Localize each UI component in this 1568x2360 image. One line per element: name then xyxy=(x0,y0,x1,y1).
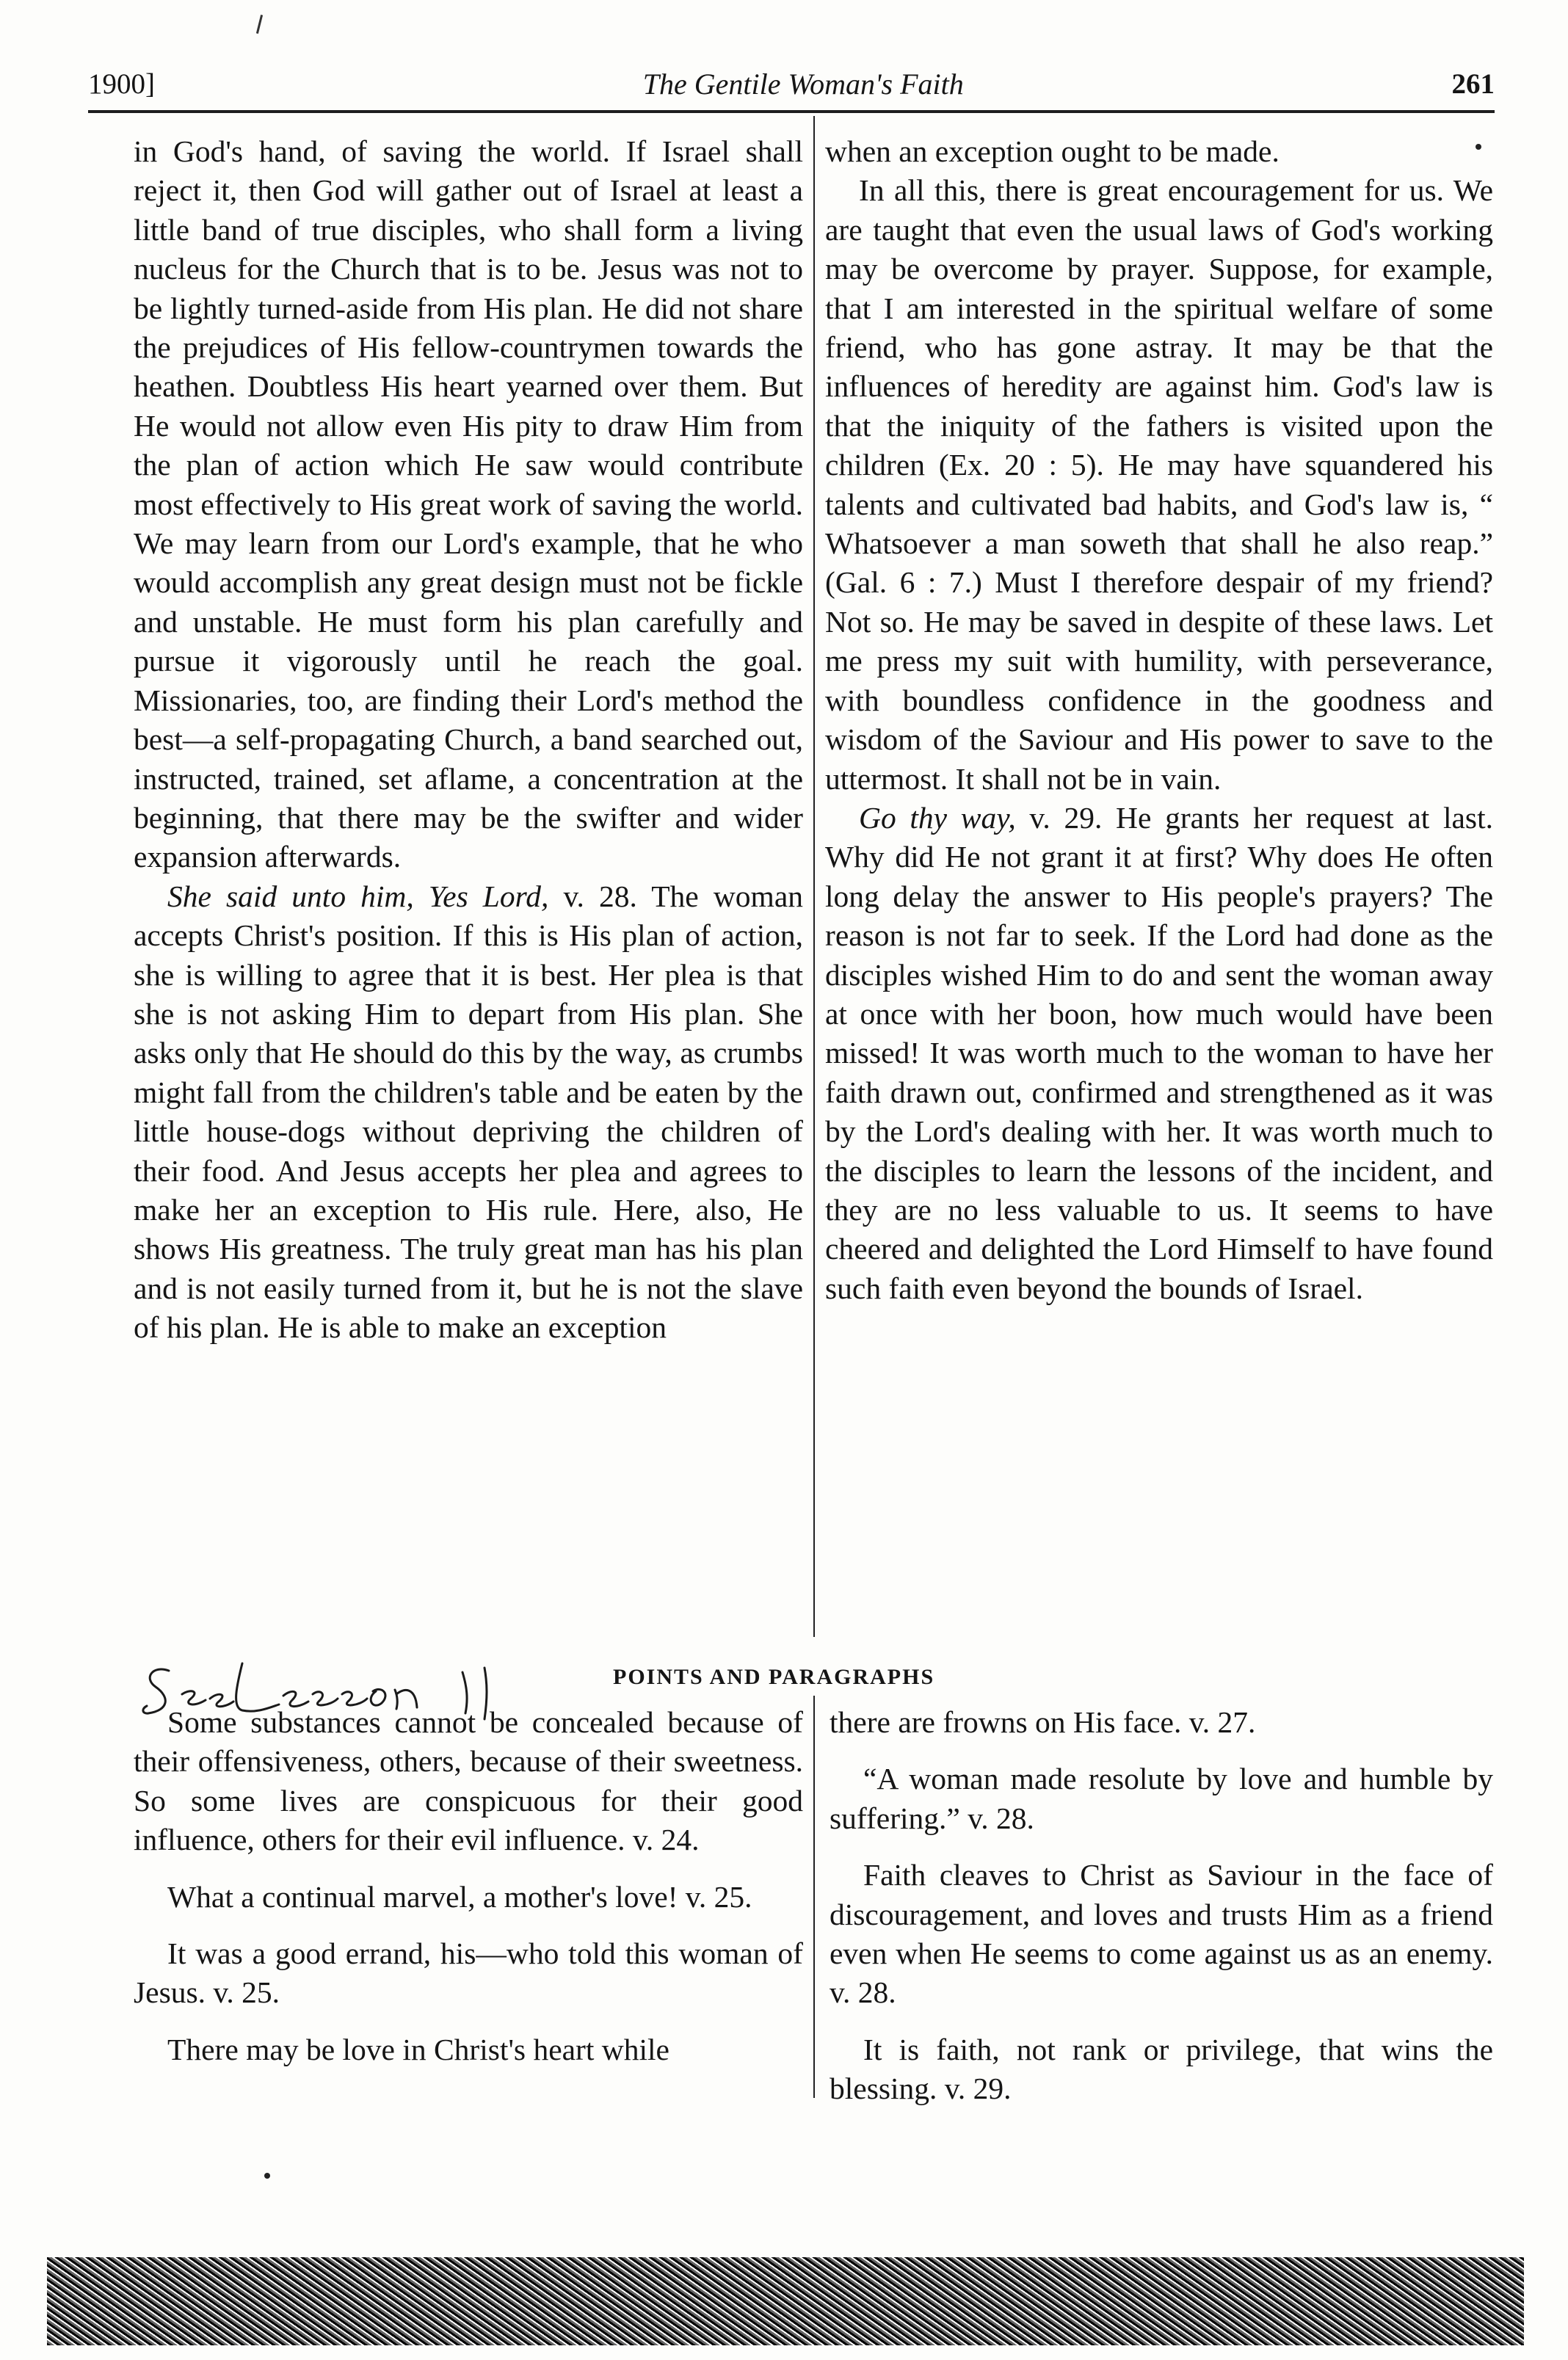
point-paragraph: “A woman made resolute by love and humble by suffering.” v. 28. xyxy=(830,1762,1493,1835)
italic-lead-in: Go thy way, xyxy=(859,800,1016,835)
left-paragraph-1: in God's hand, of saving the world. If Israel shall reject it, then God will gather out of Israel at least a little band of true disciples, who shall form a living nucleus for the Church that is to be. Jesus was not to be lightly turned-aside from His plan. He did not share the prejudices of His fellow-countrymen towards the heathen. Doubtless His heart yearned over them. But He would not allow even His pity to draw Him from the plan of action which He saw would contribute most effectively to His great work of saving the world. We may learn from our Lord's example, that he who would accomplish any great design must not be fickle and unstable. He must form his plan carefully and pursue it vigorously until he reach the goal. Missionaries, too, are finding their Lord's method the best—a self-propagating Church, a band searched out, instructed, trained, set aflame, a concentration at the beginning, that there may be the swifter and wider expansion afterwards. xyxy=(134,134,803,874)
stray-ink-dot xyxy=(1476,144,1481,150)
right-paragraph-3: Go thy way, v. 29. He grants her request at last. Why did He not grant it at first? Why does He often long delay the answer to His people's prayers? The reason is not far to seek. If the Lord had done as the disciples wished Him to do and sent the woman away at once with her boon, how much would have been missed! It was worth much to the woman to have her faith drawn out, confirmed and strengthened as it was by the Lord's dealing with her. It was worth much to the disciples to learn the lessons of the incident, and they are no less valuable to us. It seems to have cheered and delighted the Lord Himself to have found such faith even beyond the bounds of Israel. xyxy=(825,800,1493,1305)
running-header xyxy=(88,57,1495,110)
column-divider-top xyxy=(813,116,815,1637)
left-column xyxy=(134,132,803,1348)
section-heading: POINTS AND PARAGRAPHS xyxy=(613,1665,935,1689)
right-paragraph-1: when an exception ought to be made. xyxy=(825,134,1280,168)
header-title: The Gentile Woman's Faith xyxy=(642,67,964,101)
points-right-column xyxy=(830,1703,1493,2127)
point-paragraph: There may be love in Christ's heart while xyxy=(167,2032,669,2066)
header-rule xyxy=(88,110,1495,113)
point-paragraph: What a continual marvel, a mother's love! v. 25. xyxy=(167,1879,752,1914)
scan-edge-noise xyxy=(47,2257,1524,2345)
page-number: 261 xyxy=(1451,68,1495,100)
point-paragraph: It was a good errand, his—who told this woman of Jesus. v. 25. xyxy=(134,1936,803,2010)
right-column xyxy=(825,132,1493,1308)
point-paragraph: there are frowns on His face. v. 27. xyxy=(830,1705,1256,1739)
stray-pencil-mark xyxy=(256,15,263,34)
column-divider-bottom xyxy=(813,1696,815,2098)
header-year: 1900] xyxy=(88,68,155,100)
stray-ink-dot xyxy=(264,2173,270,2179)
point-paragraph: Faith cleaves to Christ as Saviour in the face of discouragement, and loves and trusts Him as a friend even when He seems to come against us as an enemy. v. 28. xyxy=(830,1858,1493,2010)
left-paragraph-2: She said unto him, Yes Lord, v. 28. The woman accepts Christ's position. If this is His plan of action, she is willing to agree that it is best. Her plea is that she is not asking Him to depart from His plan. She asks only that He should do this by the way, as crumbs might fall from the children's table and be eaten by the little house-dogs without depriving the children of their food. And Jesus accepts her plea and agrees to make her an exception to His rule. Here, also, He shows His greatness. The truly great man has his plan and is not easily turned from it, but he is not the slave of his plan. He is able to make an exception xyxy=(134,879,803,1345)
right-paragraph-2: In all this, there is great encouragement for us. We are taught that even the usual laws of God's working may be overcome by prayer. Suppose, for example, that I am interested in the spiritual welfare of some friend, who has gone astray. It may be that the influences of heredity are against him. God's law is that the iniquity of the fathers is visited upon the children (Ex. 20 : 5). He may have squandered his talents and cultivated bad habits, and God's law is, “ Whatsoever a man soweth that shall he also reap.” (Gal. 6 : 7.) Must I therefore despair of my friend? Not so. He may be saved in despite of these laws. Let me press my suit with humility, with perseverance, with boundless confidence in the goodness and wisdom of the Saviour and His power to save to the uttermost. It shall not be in vain. xyxy=(825,173,1493,796)
point-paragraph: It is faith, not rank or privilege, that wins the blessing. v. 29. xyxy=(830,2032,1493,2106)
italic-lead-in: She said unto him, Yes Lord, xyxy=(167,879,549,913)
points-left-column xyxy=(134,1703,803,2087)
point-paragraph: Some substances cannot be concealed because of their offensiveness, others, because of their sweetness. So some lives are conspicuous for their good influence, others for their evil influence. v. 24. xyxy=(134,1705,803,1857)
